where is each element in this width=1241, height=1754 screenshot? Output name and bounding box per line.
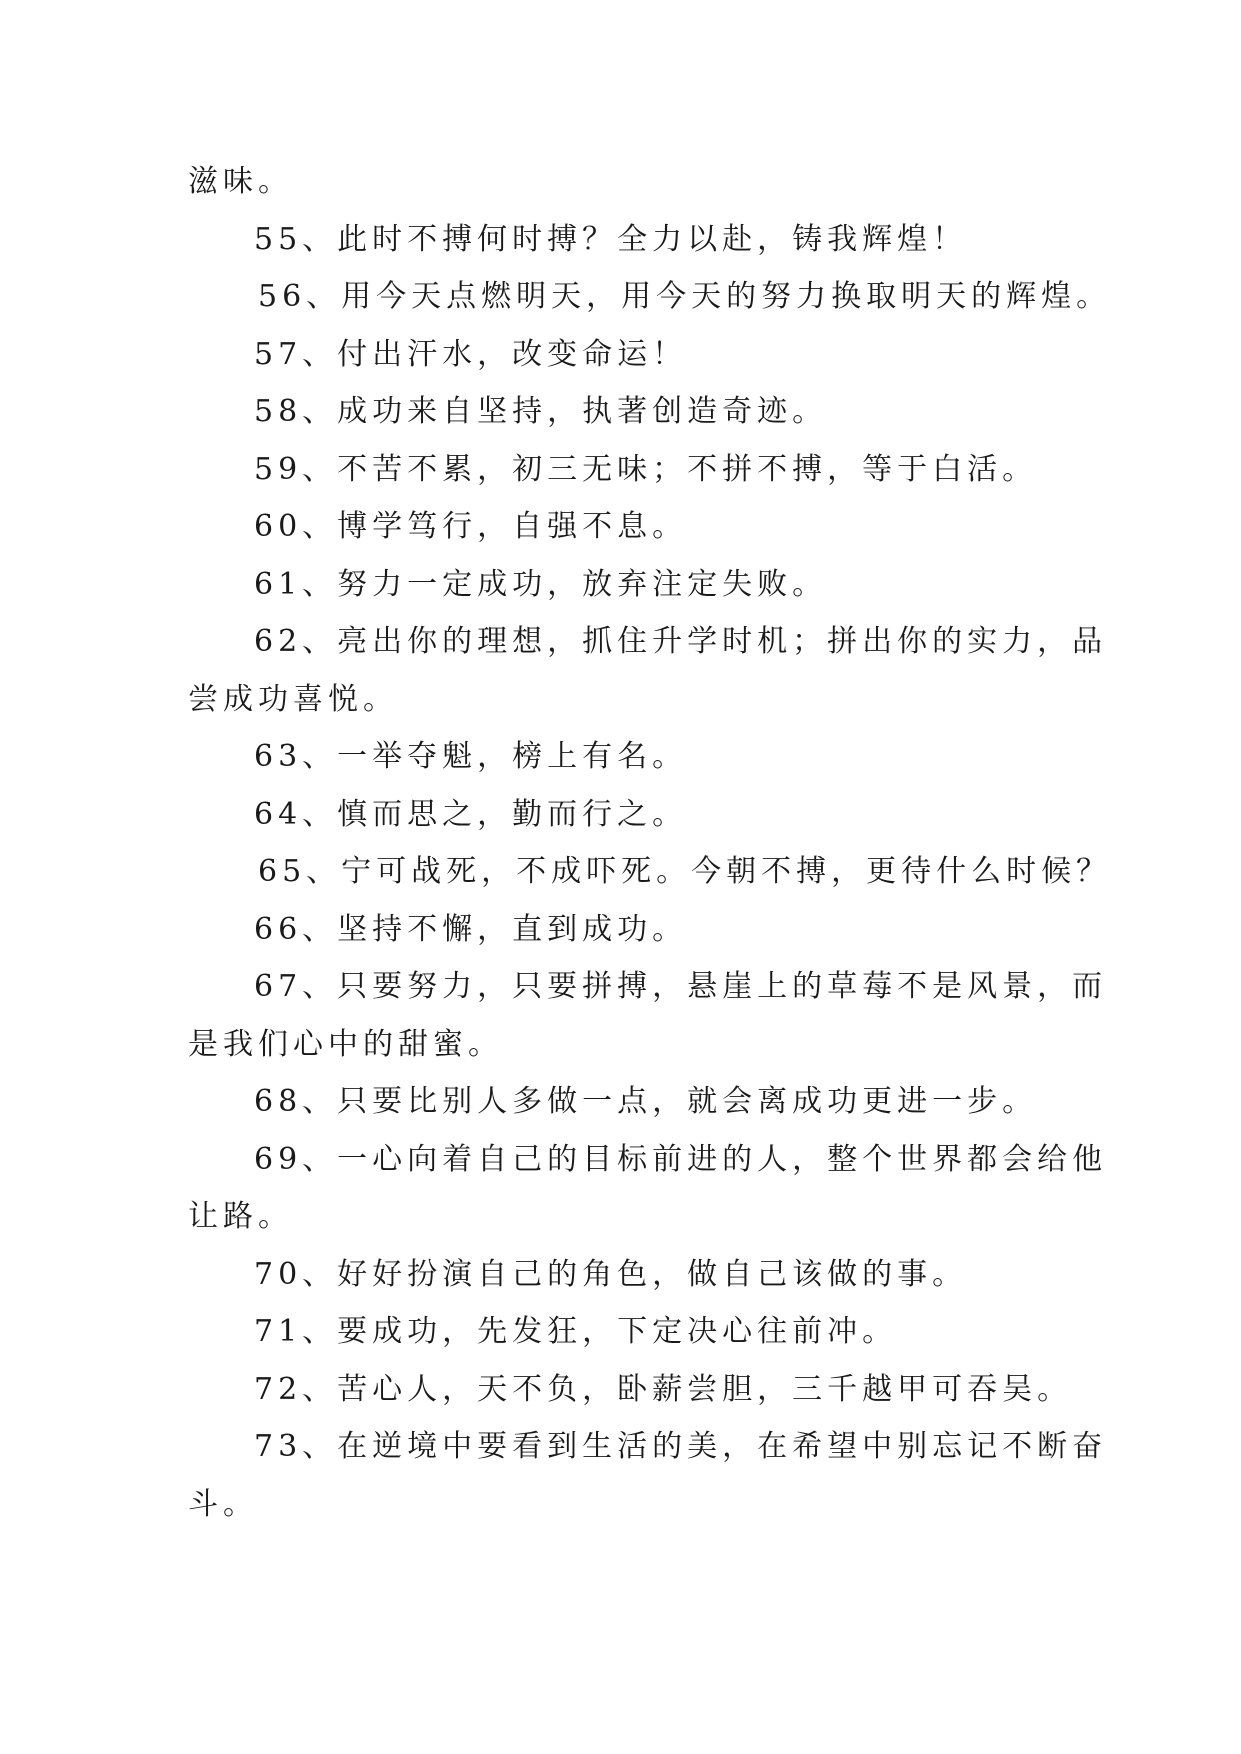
text-line: 65、宁可战死，不成吓死。今朝不搏，更待什么时候？	[258, 854, 1112, 889]
text-line: 是我们心中的甜蜜。	[188, 1027, 503, 1062]
text-line: 让路。	[188, 1199, 293, 1234]
text-line: 60、博学笃行，自强不息。	[254, 509, 688, 544]
text-line: 61、努力一定成功，放弃注定失败。	[254, 567, 828, 602]
text-line: 66、坚持不懈，直到成功。	[254, 912, 688, 947]
text-line: 斗。	[188, 1487, 258, 1522]
text-line: 69、一心向着自己的目标前进的人，整个世界都会给他	[254, 1142, 1108, 1177]
text-line: 57、付出汗水，改变命运！	[254, 337, 688, 372]
text-line: 58、成功来自坚持，执著创造奇迹。	[254, 394, 828, 429]
text-line: 滋味。	[188, 164, 293, 199]
text-line: 71、要成功，先发狂，下定决心往前冲。	[254, 1314, 898, 1349]
text-line: 63、一举夺魁，榜上有名。	[254, 739, 688, 774]
text-line: 55、此时不搏何时搏？全力以赴，铸我辉煌！	[254, 222, 968, 257]
text-line: 56、用今天点燃明天，用今天的努力换取明天的辉煌。	[258, 279, 1112, 314]
text-line: 尝成功喜悦。	[188, 682, 398, 717]
text-line: 68、只要比别人多做一点，就会离成功更进一步。	[254, 1084, 1038, 1119]
text-line: 64、慎而思之，勤而行之。	[254, 797, 688, 832]
text-line: 72、苦心人，天不负，卧薪尝胆，三千越甲可吞吴。	[254, 1372, 1073, 1407]
text-line: 70、好好扮演自己的角色，做自己该做的事。	[254, 1257, 968, 1292]
text-line: 62、亮出你的理想，抓住升学时机；拼出你的实力，品	[254, 624, 1108, 659]
text-line: 73、在逆境中要看到生活的美，在希望中别忘记不断奋	[254, 1429, 1108, 1464]
text-line: 59、不苦不累，初三无味；不拼不搏，等于白活。	[254, 452, 1038, 487]
text-line: 67、只要努力，只要拼搏，悬崖上的草莓不是风景，而	[254, 969, 1108, 1004]
